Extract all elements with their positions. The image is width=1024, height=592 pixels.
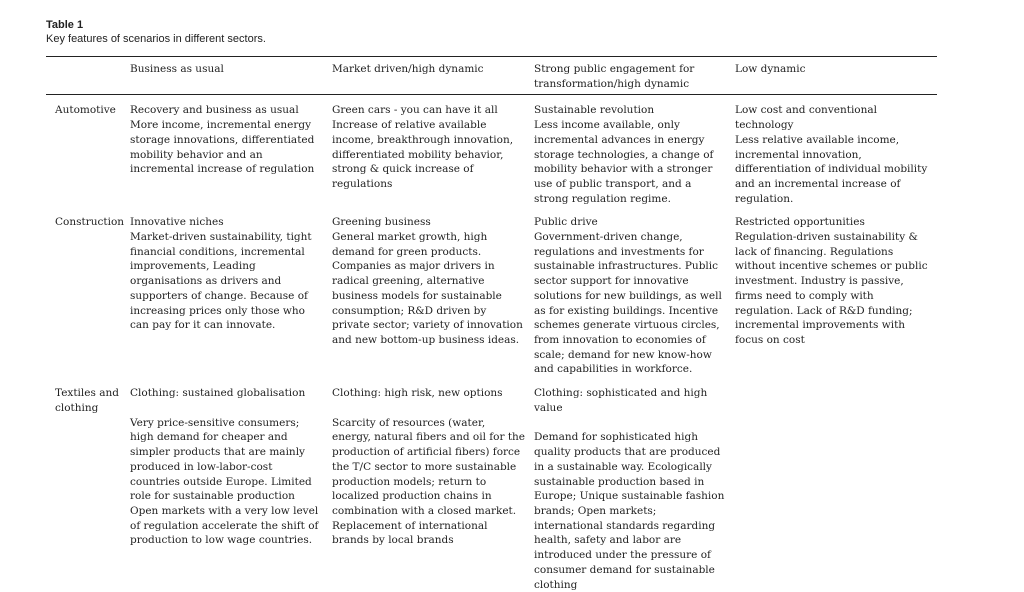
cell-text: More income, incremental energy storage innovations, differentiated mobility behavior and an incremental increase of regulation (130, 119, 315, 176)
table-cell (731, 95, 937, 206)
table-cell (530, 377, 731, 592)
cell-title: Green cars - you can have it all (332, 104, 498, 117)
table-label: Table 1 (46, 19, 84, 31)
sector-label: Construction (55, 216, 125, 229)
header-market-driven: Market driven/high dynamic (328, 57, 530, 95)
cell-text: Scarcity of resources (water, energy, natural fibers and oil for the production of artificial fibers) force the T/C sector to more sustainable production models; return to localized production chains in combination with a closed market. Replacement of international brands by local brands (332, 416, 526, 547)
cell-title: Greening business (332, 216, 431, 229)
cell-text: Very price-sensitive consumers; high demand for cheaper and simpler products that are mainly produced in low-labor-cost countries outside Europe. Limited role for sustainable production Open markets with a very low level of regulation accelerate the shift of production to low wage countries. (130, 416, 319, 547)
cell-title: Sustainable revolution (534, 104, 655, 117)
header-low-dynamic: Low dynamic (731, 57, 937, 95)
cell-title: Clothing: high risk, new options (332, 387, 503, 400)
table-row-automotive (46, 95, 937, 206)
cell-title: Clothing: sophisticated and high value (534, 387, 708, 414)
cell-title: Clothing: sustained globalisation (130, 387, 306, 400)
table-cell (328, 206, 530, 377)
header-row (46, 57, 937, 95)
cell-text: Market-driven sustainability, tight financial conditions, incremental improvements, Leading organisations as drivers and supporters of change. Because of increasing prices only those who can pay for it can innovate. (130, 231, 312, 332)
cell-title: Public drive (534, 216, 598, 229)
cell-title: Innovative niches (130, 216, 224, 229)
table-cell (126, 206, 328, 377)
table-cell (126, 95, 328, 206)
table-cell (126, 377, 328, 592)
cell-text: Demand for sophisticated high quality products that are produced in a sustainable way. Ecologically sustainable production based in Europe; Unique sustainable fashion brands; Open markets; international standards regarding health, safety and labor are introduced under the pressure of consumer demand for sustainable clothing (534, 431, 725, 591)
sector-label: Textiles and clothing (55, 387, 119, 414)
sector-label: Automotive (55, 104, 116, 117)
cell-text: General market growth, high demand for green products. Companies as major drivers in radical greening, alternative business models for sustainable consumption; R&D driven by private sector; variety of innovation and new bottom-up business ideas. (332, 231, 523, 346)
cell-title: Restricted opportunities (735, 216, 865, 229)
spacer (534, 415, 727, 430)
spacer (332, 401, 526, 416)
cell-title: Low cost and conventional technology (735, 104, 878, 132)
table-cell (328, 377, 530, 592)
cell-title: Recovery and business as usual (130, 104, 299, 117)
table-cell (328, 95, 530, 206)
table-cell (731, 377, 937, 592)
table-title: Key features of scenarios in different sectors. (46, 33, 266, 45)
cell-text: Less relative available income, incremental innovation, differentiation of individual mobility and an incremental increase of regulation. (735, 133, 928, 205)
header-business-as-usual: Business as usual (126, 57, 328, 95)
cell-text: Regulation-driven sustainability & lack of financing. Regulations without incentive schemes or public investment. Industry is passive, firms need to comply with regulation. Lack of R&D funding; incremental improvements with focus on cost (735, 231, 928, 346)
table-row-construction (46, 206, 937, 377)
table-cell (530, 206, 731, 377)
cell-text: Less income available, only incremental advances in energy storage technologies, a change of mobility behavior with a stronger use of public transport, and a strong regulation regime. (534, 119, 714, 205)
header-strong-public-engagement: Strong public engagement for transformation/high dynamic (530, 57, 731, 95)
table-cell (731, 206, 937, 377)
scenarios-table (46, 56, 937, 592)
table-cell (530, 95, 731, 206)
spacer (130, 401, 324, 416)
table-caption (46, 18, 976, 46)
header-sector (46, 57, 126, 95)
table-row-textiles (46, 377, 937, 592)
cell-text: Government-driven change, regulations and investments for sustainable infrastructures. Public sector support for innovative solutions for new buildings, as well as for existing buildings. Incentive schemes generate virtuous circles, from innovation to economies of scale; demand for new know-how and capabilities in workforce. (534, 231, 722, 376)
cell-text: Increase of relative available income, breakthrough innovation, differentiated mobility behavior, strong & quick increase of regulations (332, 119, 514, 190)
